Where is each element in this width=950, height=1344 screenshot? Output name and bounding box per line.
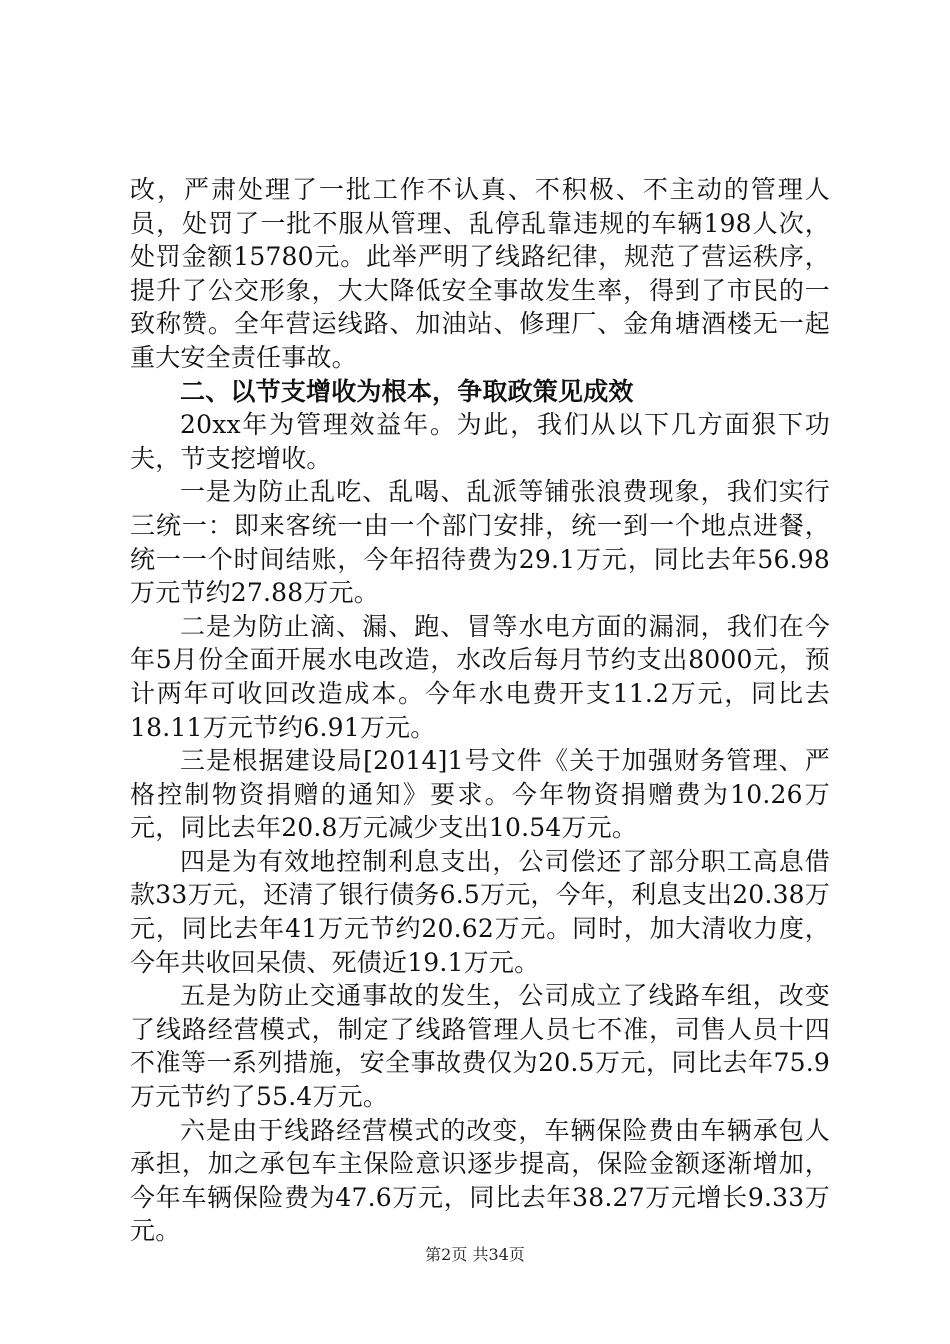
paragraph-item-3: 三是根据建设局[2014]1号文件《关于加强财务管理、严格控制物资捐赠的通知》要求。今年物资捐赠费为10.26万元，同比去年20.8万元减少支出10.54万元。 [130, 746, 830, 843]
paragraph-item-2: 二是为防止滴、漏、跑、冒等水电方面的漏洞，我们在今年5月份全面开展水电改造，水改后每月节约支出8000元，预计两年可收回改造成本。今年水电费开支11.2万元，同比去18.11万元节约6.91万元。 [130, 611, 830, 742]
document-body [130, 173, 830, 1248]
paragraph-item-6: 六是由于线路经营模式的改变，车辆保险费由车辆承包人承担，加之承包车主保险意识逐步提高，保险金额逐渐增加，今年车辆保险费为47.6万元，同比去年38.27万元增长9.33万元。 [130, 1115, 830, 1246]
page-footer [0, 1244, 950, 1266]
paragraph-item-4: 四是为有效地控制利息支出，公司偿还了部分职工高息借款33万元，还清了银行债务6.5万元，今年，利息支出20.38万元，同比去年41万元节约20.62万元。同时，加大清收力度，今年共收回呆债、死债近19.1万元。 [130, 846, 830, 977]
paragraph-continuation: 改，严肃处理了一批工作不认真、不积极、不主动的管理人员，处罚了一批不服从管理、乱停乱靠违规的车辆198人次，处罚金额15780元。此举严明了线路纪律，规范了营运秩序，提升了公交形象，大大降低安全事故发生率，得到了市民的一致称赞。全年营运线路、加油站、修理厂、金角塘酒楼无一起重大安全责任事故。 [130, 175, 830, 372]
paragraph-item-5: 五是为防止交通事故的发生，公司成立了线路车组，改变了线路经营模式，制定了线路管理人员七不准，司售人员十四不准等一系列措施，安全事故费仅为20.5万元，同比去年75.9万元节约了55.4万元。 [130, 981, 830, 1112]
page-number: 第2页 共34页 [425, 1245, 525, 1264]
section-heading: 二、以节支增收为根本，争取政策见成效 [180, 376, 634, 406]
paragraph-item-1: 一是为防止乱吃、乱喝、乱派等铺张浪费现象，我们实行三统一：即来客统一由一个部门安排，统一到一个地点进餐，统一一个时间结账，今年招待费为29.1万元，同比去年56.98万元节约27.88万元。 [130, 477, 830, 608]
paragraph-intro: 20xx年为管理效益年。为此，我们从以下几方面狠下功夫，节支挖增收。 [130, 410, 830, 473]
